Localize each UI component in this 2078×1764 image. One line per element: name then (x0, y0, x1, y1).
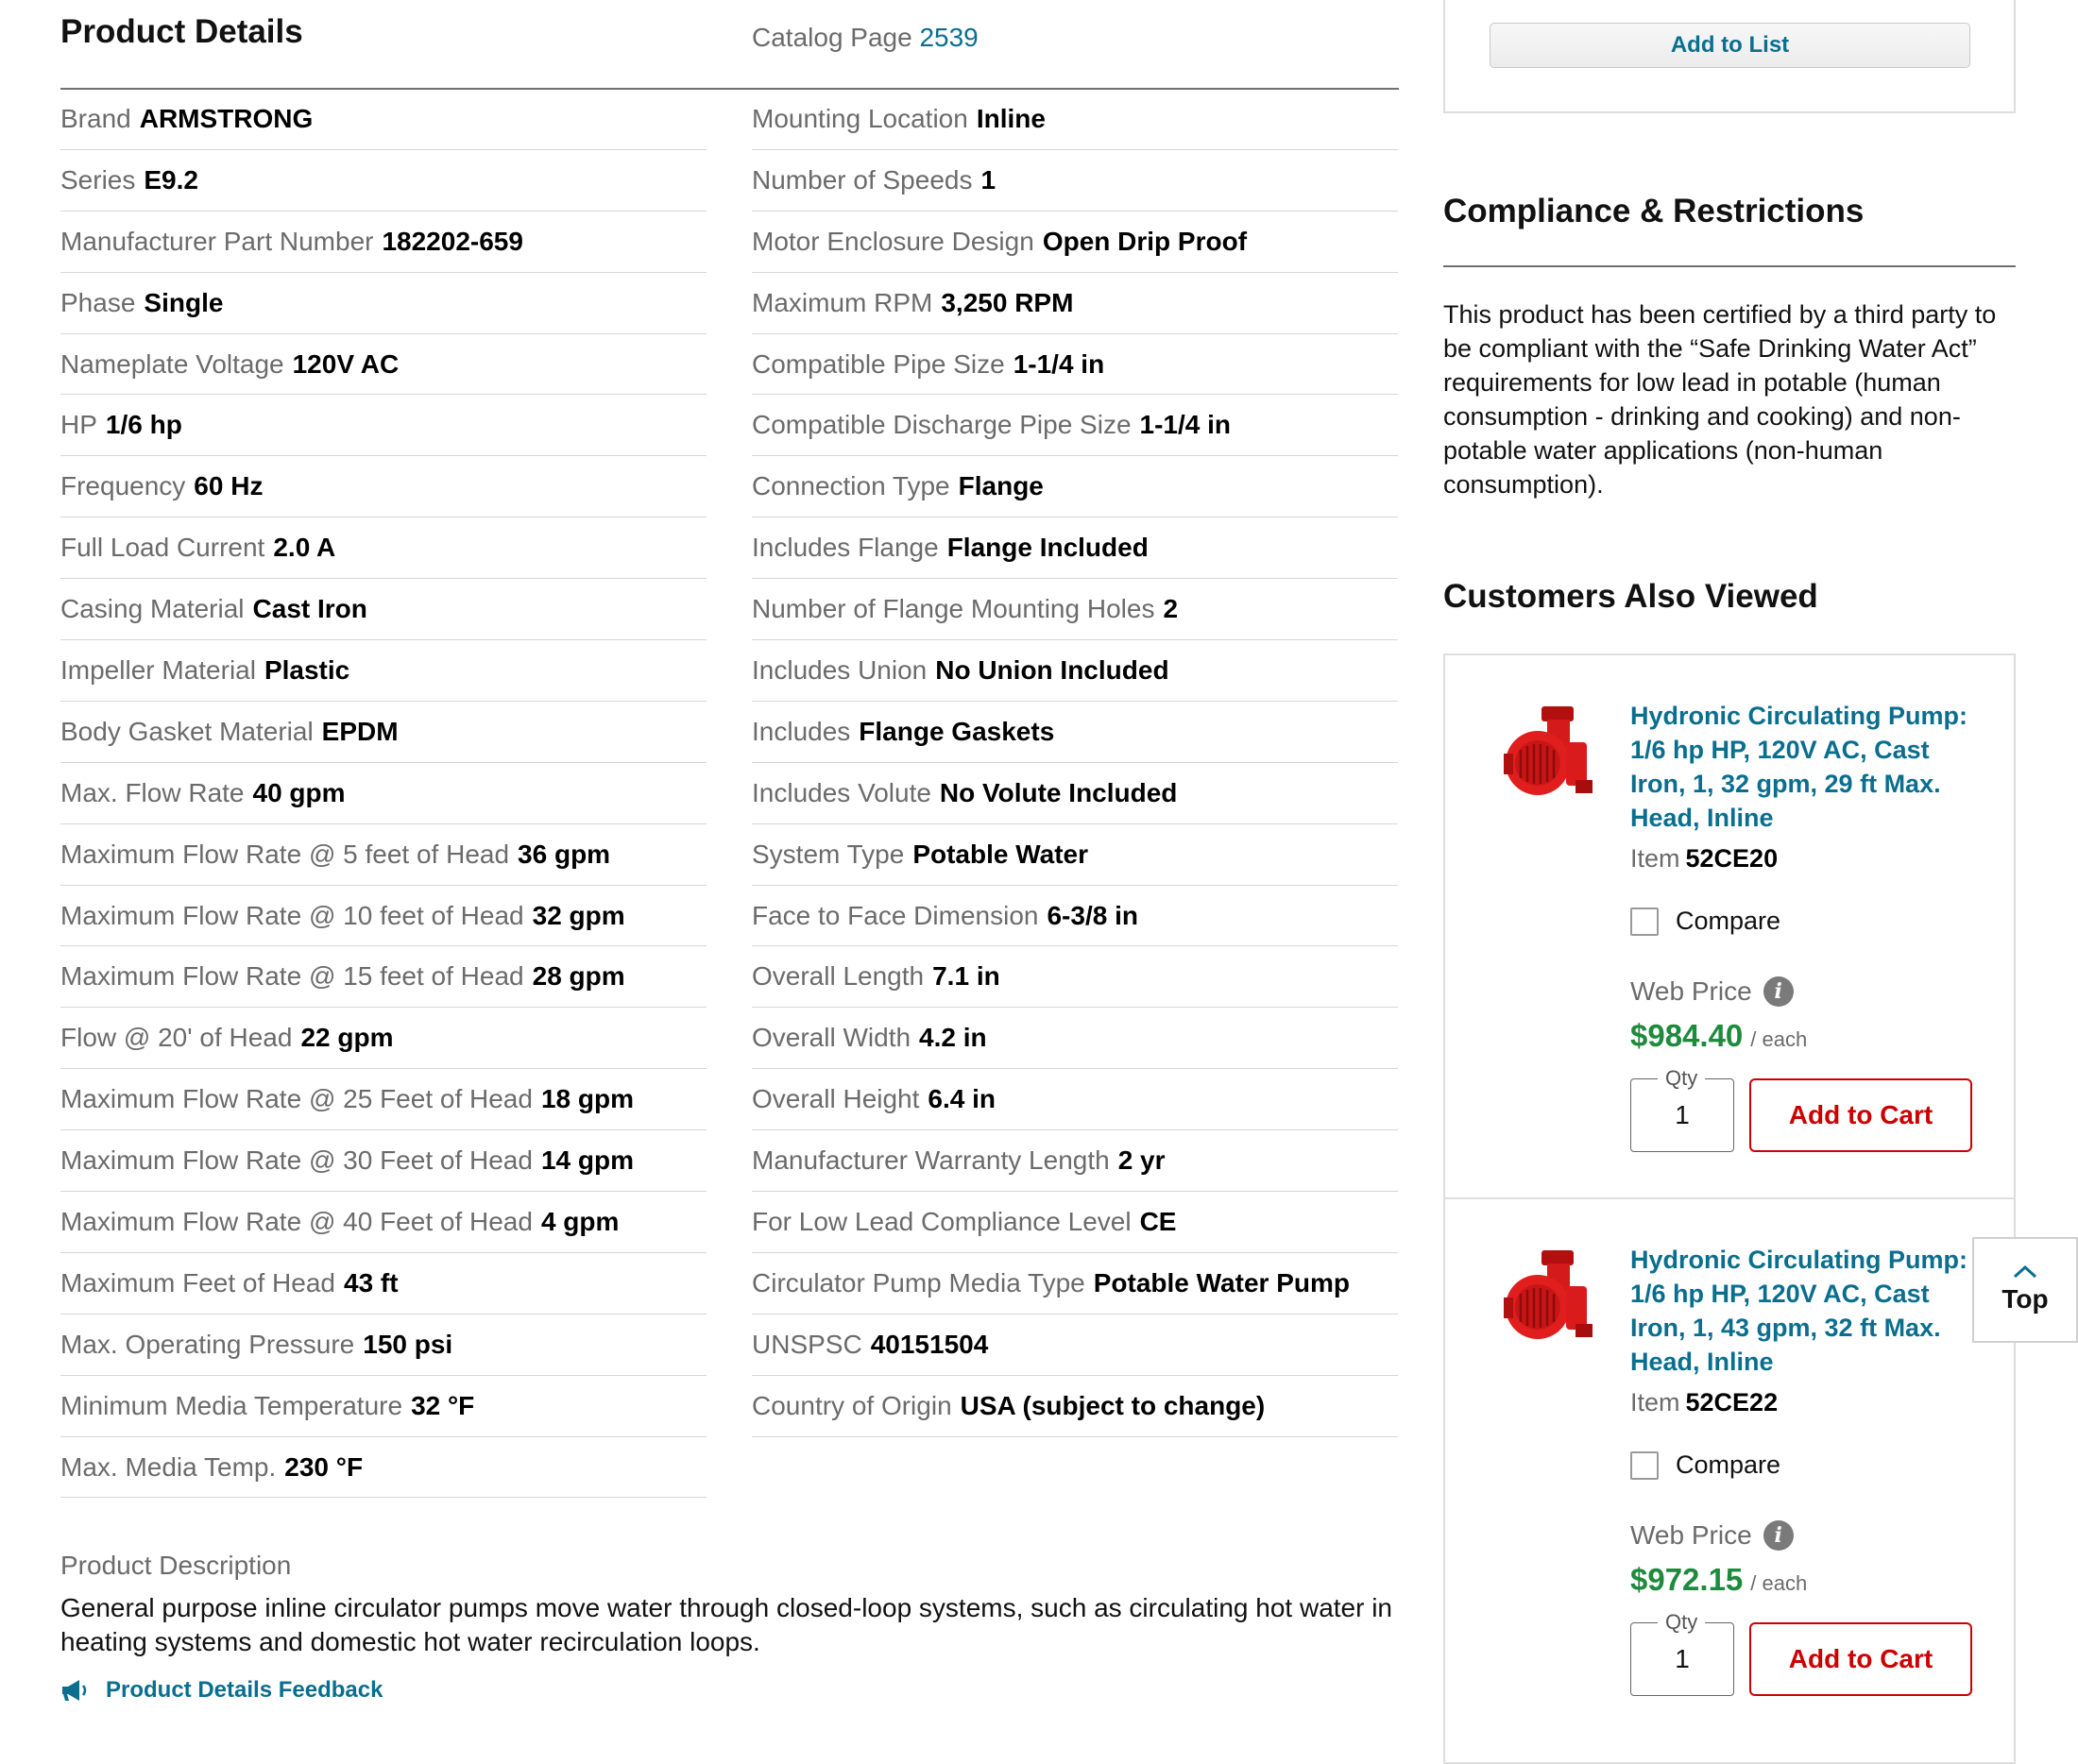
spec-row (752, 1192, 1398, 1253)
spec-value: Inline (976, 103, 1046, 133)
spec-value: 1 (980, 164, 996, 195)
spec-value: 3,250 RPM (941, 287, 1074, 317)
spec-row (752, 886, 1398, 947)
compare-label: Compare (1676, 1450, 1781, 1479)
spec-row (60, 1192, 707, 1253)
spec-row (752, 824, 1398, 886)
product-title-link[interactable]: Hydronic Circulating Pump: 1/6 hp HP, 120V AC, Cast Iron, 1, 32 gpm, 29 ft Max. Head, Inline (1630, 702, 1968, 832)
spec-value: Plastic (264, 654, 350, 685)
pump-product-image[interactable] (1498, 701, 1596, 806)
spec-label: Maximum Feet of Head (60, 1267, 335, 1298)
spec-row (752, 1008, 1398, 1069)
spec-label: Country of Origin (752, 1390, 952, 1420)
item-value: 52CE22 (1685, 1388, 1779, 1416)
spec-value: 1-1/4 in (1139, 410, 1232, 440)
spec-label: Includes Flange (752, 533, 939, 563)
spec-label: Overall Width (752, 1023, 911, 1053)
item-label: Item (1630, 844, 1680, 873)
spec-value: 4 gpm (540, 1206, 620, 1236)
spec-label: Body Gasket Material (60, 716, 314, 746)
spec-label: Impeller Material (60, 654, 256, 685)
spec-label: Overall Length (752, 961, 925, 992)
spec-value: E9.2 (144, 164, 198, 195)
spec-value: Single (144, 287, 224, 317)
spec-row (752, 456, 1398, 517)
spec-value: USA (subject to change) (960, 1390, 1266, 1420)
spec-value: 2 yr (1117, 1145, 1166, 1176)
product-description-text: General purpose inline circulator pumps move water through closed-loop systems, such as circulating hot water in heating systems and domestic hot water recirculation loops. (60, 1593, 1393, 1656)
spec-value: 28 gpm (532, 961, 625, 992)
price-value: $984.40 (1630, 1018, 1744, 1053)
spec-row (60, 763, 707, 824)
spec-label: Compatible Pipe Size (752, 348, 1005, 379)
spec-value: 2 (1163, 594, 1179, 624)
spec-row (752, 1130, 1398, 1192)
spec-label: Includes Union (752, 654, 928, 685)
spec-row (60, 886, 707, 947)
spec-value: 32 gpm (532, 900, 625, 930)
spec-value: 6.4 in (928, 1084, 996, 1114)
feedback-label: Product Details Feedback (106, 1677, 383, 1703)
spec-label: Maximum Flow Rate @ 10 feet of Head (60, 900, 524, 930)
spec-label: UNSPSC (752, 1329, 862, 1359)
compliance-text: This product has been certified by a third party to be compliant with the “Safe Drinking Water Act” requirements for low lead in potable (human consumption - drinking and cooking) and non-potable water applications (non-human consumption). (1443, 300, 1997, 499)
price (1630, 1562, 1807, 1598)
compliance-divider (1443, 265, 2016, 267)
spec-row (60, 824, 707, 886)
spec-row (752, 702, 1398, 763)
spec-row (752, 579, 1398, 640)
spec-label: Face to Face Dimension (752, 900, 1039, 930)
spec-row (752, 1253, 1398, 1315)
spec-label: Casing Material (60, 594, 245, 624)
spec-row (752, 334, 1398, 396)
spec-label: Minimum Media Temperature (60, 1390, 403, 1420)
spec-label: Brand (60, 103, 131, 133)
spec-row (60, 395, 707, 456)
spec-row (60, 702, 707, 763)
spec-row (752, 150, 1398, 212)
spec-value: Potable Water Pump (1093, 1267, 1350, 1298)
spec-value: 150 psi (363, 1329, 453, 1359)
add-to-list-button[interactable]: Add to List (1490, 23, 1970, 68)
spec-row (60, 517, 707, 579)
spec-row (60, 273, 707, 334)
spec-label: Compatible Discharge Pipe Size (752, 410, 1132, 440)
spec-value: 1/6 hp (105, 410, 182, 440)
spec-label: Maximum Flow Rate @ 40 Feet of Head (60, 1206, 533, 1236)
web-price (1630, 1520, 1794, 1551)
price (1630, 1018, 1807, 1054)
spec-row (752, 517, 1398, 579)
spec-label: Phase (60, 287, 136, 317)
compliance-title: Compliance & Restrictions (1443, 193, 1865, 229)
spec-value: 36 gpm (518, 839, 611, 869)
product-title-link[interactable]: Hydronic Circulating Pump: 1/6 hp HP, 120V AC, Cast Iron, 1, 43 gpm, 32 ft Max. Head, Inline (1630, 1246, 1968, 1376)
compare-checkbox[interactable] (1630, 907, 1659, 936)
spec-row (60, 1069, 707, 1130)
pump-product-image[interactable] (1498, 1245, 1596, 1350)
megaphone-icon (60, 1678, 89, 1703)
spec-row (60, 640, 707, 702)
spec-label: Maximum Flow Rate @ 15 feet of Head (60, 961, 524, 992)
qty-label: Qty (1658, 1066, 1705, 1091)
compare-toggle[interactable] (1630, 907, 1780, 936)
spec-label: Max. Flow Rate (60, 777, 245, 807)
qty-label: Qty (1658, 1610, 1705, 1635)
spec-value: 14 gpm (540, 1145, 634, 1176)
spec-value: No Volute Included (939, 777, 1178, 807)
spec-column-left (60, 89, 707, 1498)
item-value: 52CE20 (1685, 844, 1779, 873)
chevron-up-icon (2013, 1265, 2037, 1279)
spec-row (60, 946, 707, 1008)
qty-value: 1 (1675, 1100, 1690, 1129)
spec-label: Motor Enclosure Design (752, 226, 1034, 256)
web-price (1630, 976, 1794, 1007)
spec-value: 40151504 (870, 1329, 989, 1359)
item-number (1630, 844, 1778, 874)
spec-label: Manufacturer Part Number (60, 226, 374, 256)
spec-value: ARMSTRONG (139, 103, 314, 133)
spec-label: Includes Volute (752, 777, 931, 807)
info-icon[interactable]: i (1763, 1520, 1794, 1551)
spec-row (752, 1376, 1398, 1437)
spec-label: Number of Speeds (752, 164, 973, 195)
spec-row (752, 1069, 1398, 1130)
spec-label: Frequency (60, 471, 186, 501)
spec-row (60, 1376, 707, 1437)
spec-value: 1-1/4 in (1013, 348, 1105, 379)
web-price-label: Web Price (1630, 1520, 1752, 1550)
spec-label: Series (60, 164, 136, 195)
quantity-input[interactable] (1630, 1066, 1734, 1152)
spec-row (752, 212, 1398, 273)
spec-value: 120V AC (292, 348, 400, 379)
also-viewed-card (1443, 1197, 2016, 1764)
add-to-cart-button[interactable]: Add to Cart (1749, 1078, 1972, 1152)
spec-row (60, 579, 707, 640)
spec-label: Maximum Flow Rate @ 25 Feet of Head (60, 1084, 533, 1114)
spec-value: 32 °F (411, 1390, 475, 1420)
spec-row (60, 1315, 707, 1376)
spec-value: 230 °F (284, 1451, 364, 1482)
spec-label: Maximum Flow Rate @ 5 feet of Head (60, 839, 510, 869)
spec-row (60, 1130, 707, 1192)
spec-label: Nameplate Voltage (60, 348, 284, 379)
spec-row (752, 640, 1398, 702)
spec-label: Max. Media Temp. (60, 1451, 277, 1482)
catalog-page-label: Catalog Page (752, 23, 912, 52)
back-to-top-label: Top (2001, 1284, 2049, 1314)
qty-value: 1 (1675, 1644, 1690, 1673)
spec-value: 40 gpm (252, 777, 346, 807)
back-to-top-button[interactable] (1972, 1237, 2078, 1343)
spec-row (752, 763, 1398, 824)
spec-row (752, 395, 1398, 456)
spec-label: Full Load Current (60, 533, 265, 563)
web-price-label: Web Price (1630, 976, 1752, 1006)
spec-row (60, 1253, 707, 1315)
spec-label: Maximum Flow Rate @ 30 Feet of Head (60, 1145, 533, 1176)
spec-row (752, 1315, 1398, 1376)
add-to-cart-button[interactable]: Add to Cart (1749, 1622, 1972, 1696)
spec-value: CE (1139, 1206, 1177, 1236)
spec-value: 182202-659 (382, 226, 523, 256)
spec-label: Number of Flange Mounting Holes (752, 594, 1155, 624)
spec-value: Flange Gaskets (859, 716, 1055, 746)
item-label: Item (1630, 1388, 1680, 1416)
product-details-feedback-link[interactable] (60, 1677, 383, 1704)
spec-value: No Union Included (935, 654, 1169, 685)
spec-value: 18 gpm (540, 1084, 634, 1114)
catalog-page-link[interactable]: 2539 (919, 23, 979, 52)
quantity-input[interactable] (1630, 1610, 1734, 1696)
spec-label: Circulator Pump Media Type (752, 1267, 1085, 1298)
spec-value: 60 Hz (194, 471, 264, 501)
item-number (1630, 1388, 1778, 1417)
price-unit: / each (1750, 1571, 1808, 1595)
spec-value: Potable Water (912, 839, 1088, 869)
product-details-title: Product Details (60, 13, 303, 50)
spec-row (752, 946, 1398, 1008)
spec-row (60, 1437, 707, 1499)
spec-label: Manufacturer Warranty Length (752, 1145, 1110, 1176)
spec-label: Mounting Location (752, 103, 968, 133)
spec-value: Flange (958, 471, 1044, 501)
spec-row (60, 89, 707, 150)
compare-label: Compare (1676, 907, 1781, 935)
spec-row (60, 1008, 707, 1069)
spec-label: Maximum RPM (752, 287, 933, 317)
spec-value: EPDM (321, 716, 399, 746)
spec-row (60, 212, 707, 273)
price-unit: / each (1750, 1027, 1808, 1051)
also-viewed-card (1443, 653, 2016, 1199)
price-value: $972.15 (1630, 1562, 1744, 1597)
spec-label: Overall Height (752, 1084, 920, 1114)
spec-value: Open Drip Proof (1042, 226, 1248, 256)
compare-toggle[interactable] (1630, 1450, 1780, 1480)
spec-column-right (752, 89, 1398, 1437)
spec-value: 22 gpm (300, 1023, 394, 1053)
product-description-label: Product Description (60, 1551, 292, 1580)
spec-value: 43 ft (344, 1267, 399, 1298)
spec-value: 6-3/8 in (1047, 900, 1138, 930)
customers-also-viewed-title: Customers Also Viewed (1443, 578, 1818, 615)
spec-label: System Type (752, 839, 905, 869)
catalog-page (752, 23, 979, 53)
info-icon[interactable]: i (1763, 976, 1794, 1007)
spec-row (60, 334, 707, 396)
spec-row (752, 89, 1398, 150)
spec-label: For Low Lead Compliance Level (752, 1206, 1132, 1236)
spec-value: Cast Iron (252, 594, 367, 624)
spec-value: 4.2 in (919, 1023, 987, 1053)
spec-label: Connection Type (752, 471, 950, 501)
spec-value: Flange Included (946, 533, 1149, 563)
compare-checkbox[interactable] (1630, 1451, 1659, 1480)
spec-label: Flow @ 20' of Head (60, 1023, 293, 1053)
spec-label: Max. Operating Pressure (60, 1329, 355, 1359)
spec-label: Includes (752, 716, 851, 746)
spec-row (60, 456, 707, 517)
spec-row (60, 150, 707, 212)
spec-value: 2.0 A (273, 533, 336, 563)
spec-label: HP (60, 410, 97, 440)
spec-value: 7.1 in (932, 961, 1000, 992)
spec-row (752, 273, 1398, 334)
